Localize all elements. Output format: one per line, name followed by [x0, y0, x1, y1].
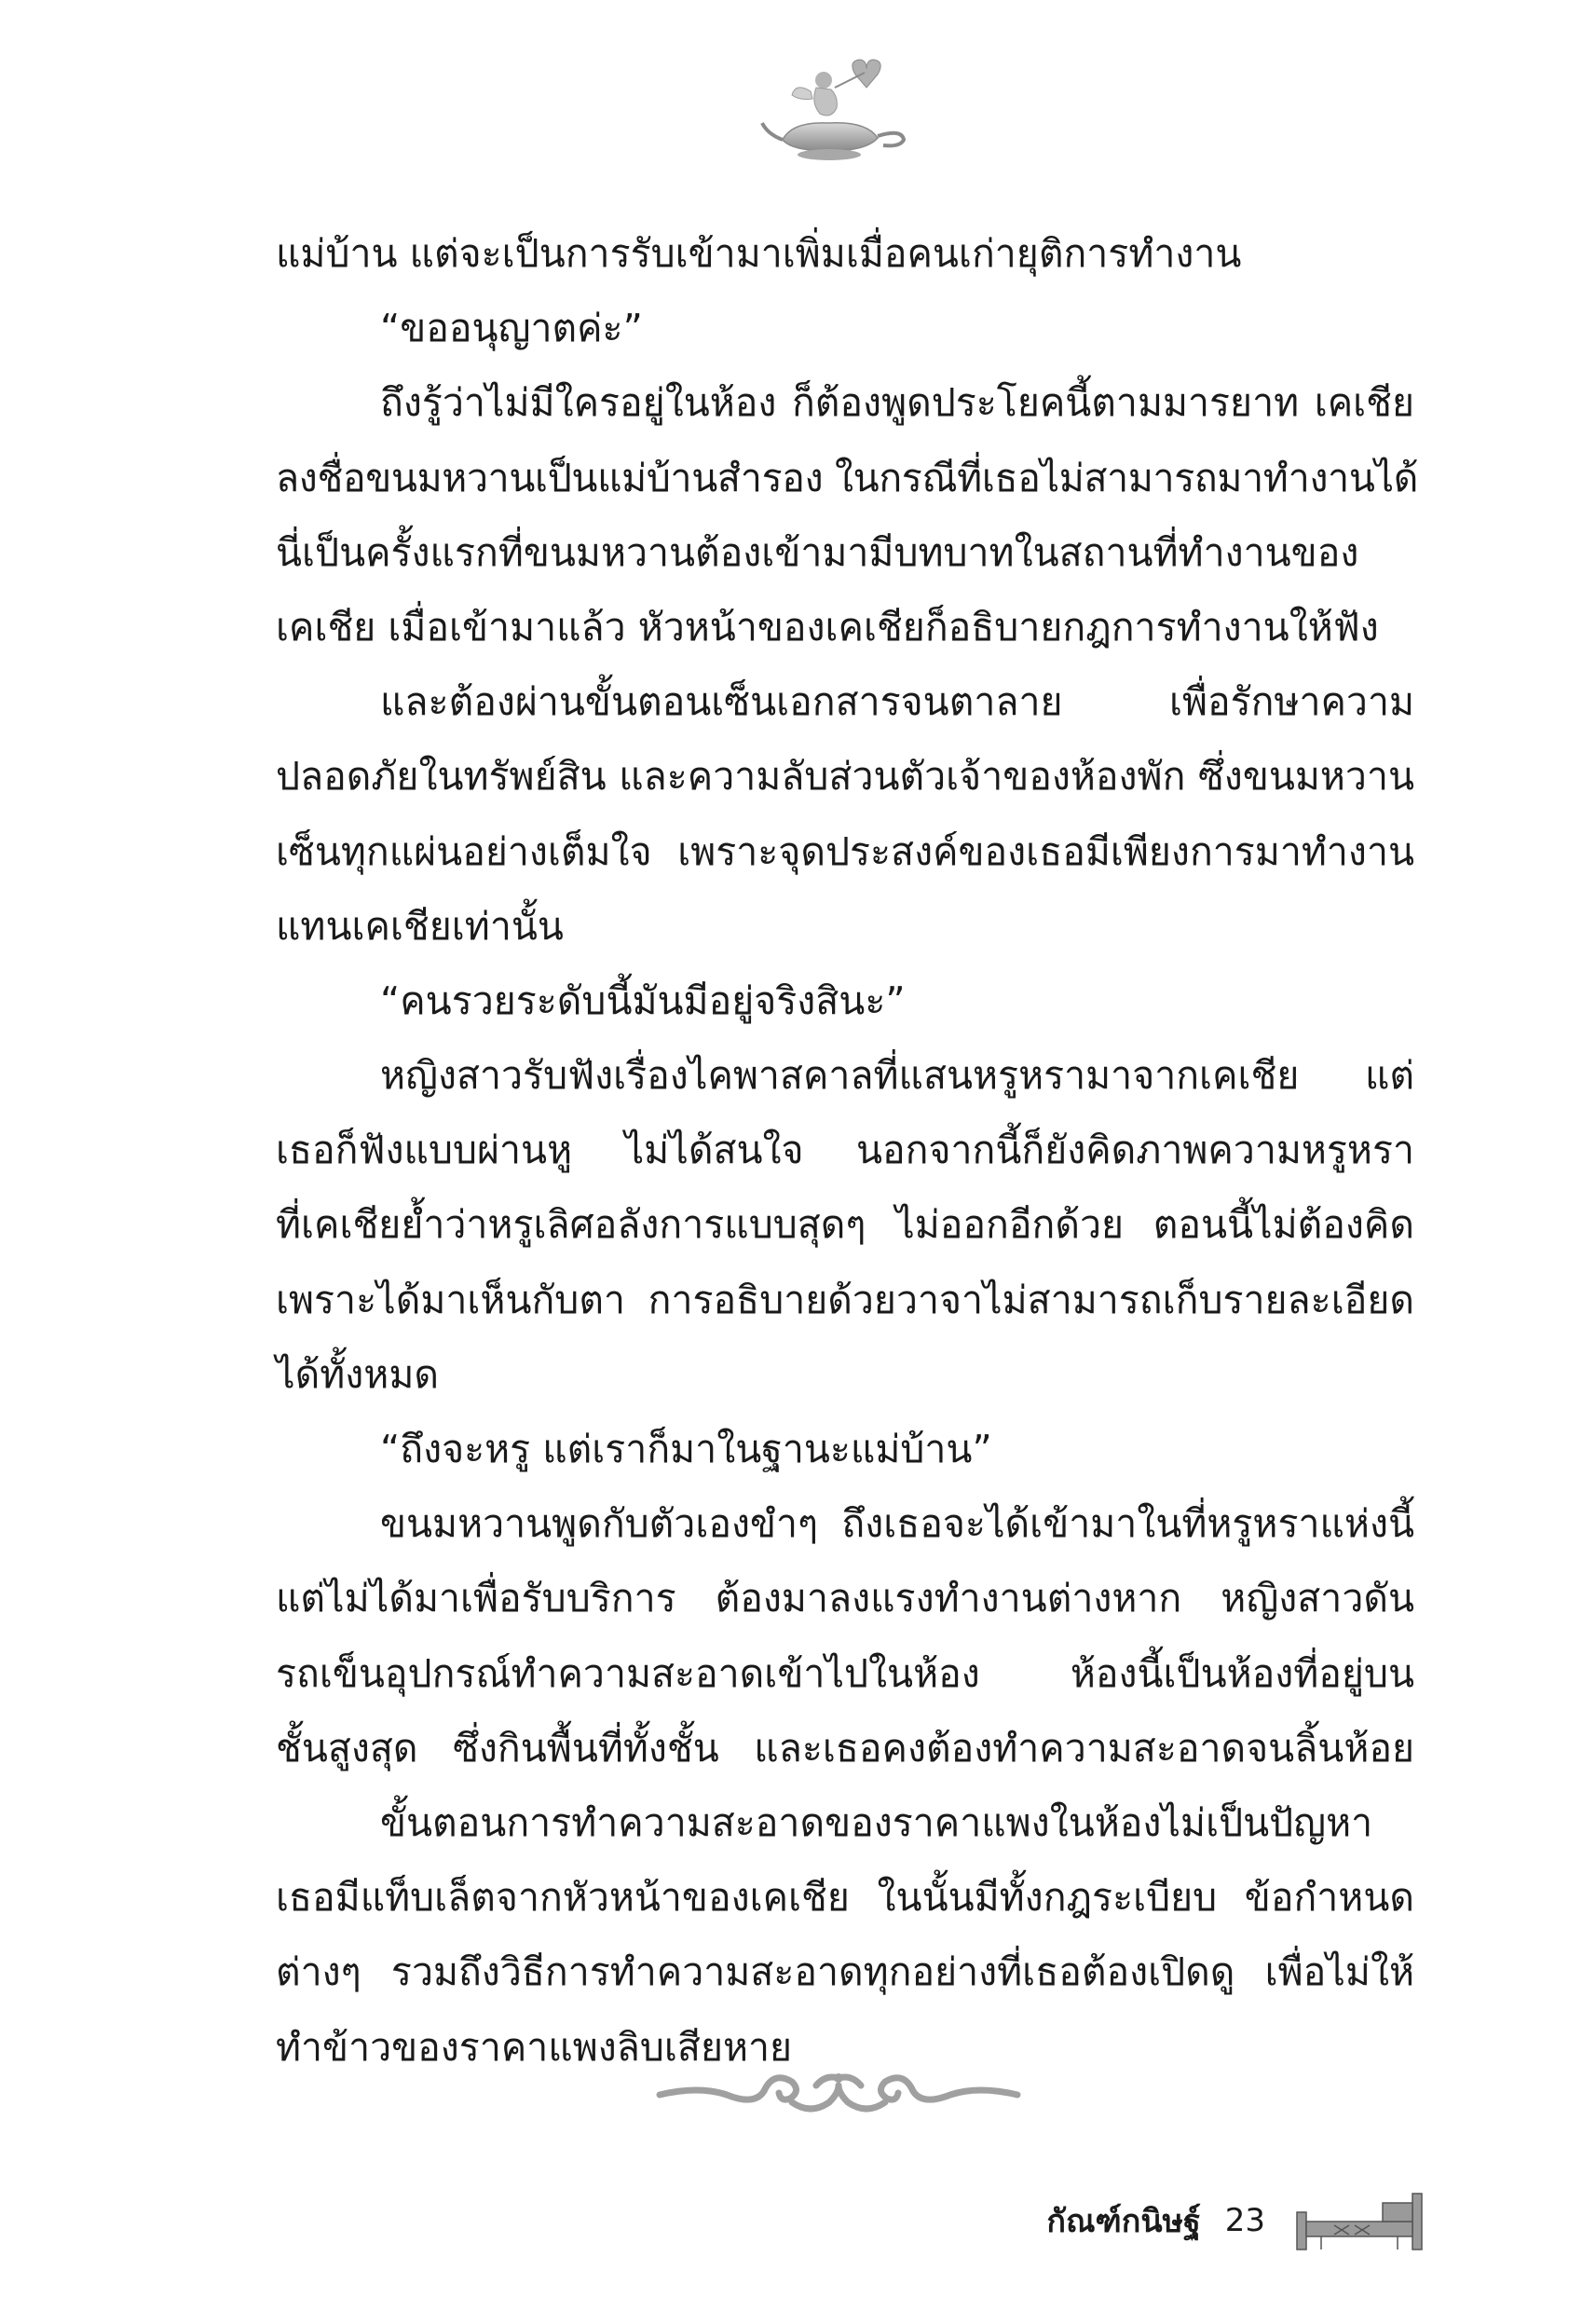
text-line: แต่ไม่ได้มาเพื่อรับบริการ ต้องมาลงแรงทำงานต่างหาก หญิงสาวดัน: [276, 1576, 1414, 1621]
page-number: 23: [1224, 2202, 1265, 2239]
text-line: ปลอดภัยในทรัพย์สิน และความลับส่วนตัวเจ้าของห้องพัก ซึ่งขนมหวาน: [276, 754, 1414, 800]
text-line: “ถึงจะหรู แต่เราก็มาในฐานะแม่บ้าน”: [380, 1427, 992, 1471]
text-line: เซ็นทุกแผ่นอย่างเต็มใจ เพราะจุดประสงค์ของเธอมีเพียงการมาทำงาน: [276, 828, 1414, 874]
page-footer: [1046, 2188, 1425, 2253]
text-line: ขั้นตอนการทำความสะอาดของราคาแพงในห้องไม่เป็นปัญหา: [380, 1799, 1373, 1845]
text-line: แทนเคเชียเท่านั้น: [276, 903, 564, 949]
text-line: แม่บ้าน แต่จะเป็นการรับเข้ามาเพิ่มเมื่อคนเก่ายุติการทำงาน: [276, 231, 1242, 276]
text-line: เพราะได้มาเห็นกับตา การอธิบายด้วยวาจาไม่สามารถเก็บรายละเอียด: [276, 1277, 1414, 1322]
text-line: “คนรวยระดับนี้มันมีอยู่จริงสินะ”: [380, 978, 906, 1023]
bed-icon: [1293, 2190, 1425, 2251]
cupid-teapot-icon: [755, 54, 913, 166]
text-line: เคเชีย เมื่อเข้ามาแล้ว หัวหน้าของเคเชียก็อธิบายกฎการทำงานให้ฟัง: [276, 604, 1379, 650]
book-title: กัณฑ์กนิษฐ์: [1046, 2203, 1201, 2240]
text-line: ชั้นสูงสุด ซึ่งกินพื้นที่ทั้งชั้น และเธอคงต้องทำความสะอาดจนลิ้นห้อย: [276, 1725, 1414, 1771]
text-line: หญิงสาวรับฟังเรื่องไคพาสคาลที่แสนหรูหรามาจากเคเชีย แต่: [380, 1053, 1414, 1099]
text-line: ถึงรู้ว่าไม่มีใครอยู่ในห้อง ก็ต้องพูดประโยคนี้ตามมารยาท เคเชีย: [380, 380, 1414, 426]
text-line: ทำข้าวของราคาแพงลิบเสียหาย: [276, 2024, 793, 2070]
text-line: ได้ทั้งหมด: [276, 1351, 439, 1397]
text-line: รถเข็นอุปกรณ์ทำความสะอาดเข้าไปในห้อง ห้องนี้เป็นห้องที่อยู่บน: [276, 1650, 1414, 1696]
text-line: ลงชื่อขนมหวานเป็นแม่บ้านสำรอง ในกรณีที่เธอไม่สามารถมาทำงานได้: [276, 455, 1419, 500]
text-line: เธอมีแท็บเล็ตจากหัวหน้าของเคเชีย ในนั้นมีทั้งกฎระเบียบ ข้อกำหนด: [276, 1875, 1414, 1921]
text-line: “ขออนุญาตค่ะ”: [380, 306, 643, 351]
flourish-divider-icon: [652, 2058, 1025, 2123]
text-line: และต้องผ่านขั้นตอนเซ็นเอกสารจนตาลาย เพื่อรักษาความ: [380, 679, 1414, 725]
text-line: นี่เป็นครั้งแรกที่ขนมหวานต้องเข้ามามีบทบาทในสถานที่ทำงานของ: [276, 529, 1359, 575]
body-text: [276, 216, 1419, 2085]
text-line: ขนมหวานพูดกับตัวเองขำๆ ถึงเธอจะได้เข้ามาในที่หรูหราแห่งนี้: [380, 1501, 1414, 1547]
text-line: ที่เคเชียย้ำว่าหรูเลิศอลังการแบบสุดๆ ไม่ออกอีกด้วย ตอนนี้ไม่ต้องคิด: [276, 1202, 1414, 1248]
text-line: ต่างๆ รวมถึงวิธีการทำความสะอาดทุกอย่างที่เธอต้องเปิดดู เพื่อไม่ให้: [276, 1949, 1414, 1995]
text-line: เธอก็ฟังแบบผ่านหู ไม่ได้สนใจ นอกจากนี้ก็ยังคิดภาพความหรูหรา: [276, 1128, 1414, 1173]
